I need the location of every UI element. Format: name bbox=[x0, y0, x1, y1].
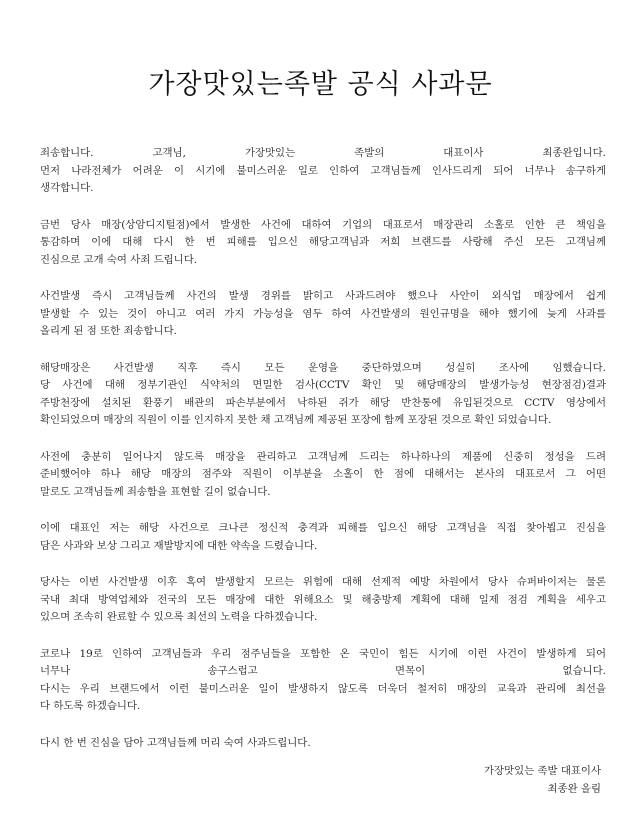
paragraph-line: 발생할 수 있는 것이 아니고 여러 가지 가능성을 염두 하여 사건발생의 원인규명을 해야 했기에 늦게 사과를 bbox=[40, 307, 606, 320]
paragraph bbox=[40, 646, 606, 716]
paragraph-line: 사건발생 즉시 고객님들께 사건의 발생 경위를 밝히고 사과드려야 했으나 사안이 외식업 매장에서 쉽게 bbox=[40, 290, 606, 302]
paragraph bbox=[40, 288, 606, 341]
signature-company: 가장맛있는 족발 대표이사 bbox=[483, 765, 601, 777]
paragraph-line: 확인되었으며 매장의 직원이 이를 인지하지 못한 채 고객님께 제공된 포장에 함께 포장된 것으로 확인 되었습니다. bbox=[40, 414, 552, 426]
paragraph-line: 먼저 나라전체가 어려운 이 시기에 불미스러운 일로 인하여 고객님들께 인사드리게 되어 너무나 송구하게 bbox=[40, 164, 606, 177]
signature-block bbox=[484, 762, 601, 798]
paragraph bbox=[40, 145, 606, 198]
paragraph-line: 진심으로 고개 숙여 사죄 드립니다. bbox=[40, 253, 198, 266]
paragraph-line: 다시 한 번 진심을 담아 고객님들께 머리 숙여 사과드립니다. bbox=[40, 736, 311, 749]
paragraph-line: 코로나 19로 인하여 고객님들과 우리 점주님들을 포함한 온 국민이 힘든 시기에 이런 사건이 발생하게 되어 bbox=[40, 647, 606, 660]
paragraph bbox=[40, 449, 606, 502]
paragraph-line: 있으며 조속히 완료할 수 있으록 최선의 노력을 다하겠습니다. bbox=[40, 611, 318, 623]
paragraph-line: 다시는 우리 브랜드에서 이런 불미스러운 일이 발생하지 않도록 더욱더 철저히 매장의 교육과 관리에 최선을 bbox=[40, 682, 606, 695]
paragraph-line: 준비했어야 하나 해당 매장의 점주와 직원이 이부분을 소홀이 한 점에 대해서는 본사의 대표로서 그 어떤 bbox=[40, 468, 606, 480]
paragraph-line: 당 사건에 대해 정부기관인 식약처의 면밀한 검사(CCTV 확인 및 해당매장의 발생가능성 현장점검)결과 bbox=[40, 379, 606, 391]
paragraph-line: 이에 대표인 저는 해당 사건으로 크나큰 정신적 충격과 피해를 입으신 해당 고객님을 직접 찾아뵙고 진심을 bbox=[40, 522, 606, 534]
paragraph bbox=[40, 735, 606, 753]
paragraph bbox=[40, 520, 606, 555]
paragraph bbox=[40, 360, 606, 430]
paragraph-line: 주방천장에 설치된 환풍기 배관의 파손부분에서 낙하된 쥐가 해당 반찬통에 유입된것으로 CCTV 영상에서 bbox=[40, 396, 606, 409]
paragraph-line: 생각합니다. bbox=[40, 182, 94, 194]
signature-name: 최종완 올림 bbox=[547, 783, 601, 795]
paragraph-line: 너무나 송구스럽고 면목이 없습니다. bbox=[40, 665, 606, 677]
paragraph-line: 담은 사과와 보상 그리고 재발방지에 대한 약속을 드렸습니다. bbox=[40, 539, 318, 552]
paragraph-line: 다 하도록 하겠습니다. bbox=[40, 700, 141, 712]
paragraph-line: 해당매장은 사건발생 직후 즉시 모든 운영을 중단하였으며 성실히 조사에 임했습니다. bbox=[40, 361, 606, 374]
paragraph-line: 말로도 고객님들께 죄송함을 표현할 길이 없습니다. bbox=[40, 485, 271, 498]
document-body bbox=[40, 145, 606, 771]
paragraph-line: 통감하며 이에 대해 다시 한 번 피해를 입으신 해당고객님과 저희 브랜드를 사랑해 주신 모든 고객님께 bbox=[40, 236, 606, 248]
paragraph-line: 당사는 이번 사건발생 이후 혹여 발생할지 모르는 위험에 대해 선제적 예방 차원에서 당사 슈퍼바이저는 물론 bbox=[40, 576, 606, 588]
paragraph bbox=[40, 217, 606, 270]
paragraph-line: 죄송합니다. 고객님, 가장맛있는 족발의 대표이사 최종완입니다. bbox=[40, 147, 606, 159]
page-title: 가장맛있는족발 공식 사과문 bbox=[148, 69, 493, 100]
paragraph-line: 국내 최대 방역업체와 전국의 모든 매장에 대한 위해요소 및 해충방제 계획에 대해 일제 점검 계획을 세우고 bbox=[40, 593, 606, 606]
paragraph-line: 금번 당사 매장(상암디지털점)에서 발생한 사건에 대하여 기업의 대표로서 매장관리 소홀로 인한 큰 책임을 bbox=[40, 218, 606, 231]
paragraph bbox=[40, 574, 606, 627]
paragraph-line: 올리게 된 점 또한 죄송합니다. bbox=[40, 325, 177, 337]
paragraph-line: 사전에 충분히 일어나지 않도록 매장을 관리하고 고객님께 드리는 하나하나의 제품에 신중히 정성을 드려 bbox=[40, 450, 606, 463]
